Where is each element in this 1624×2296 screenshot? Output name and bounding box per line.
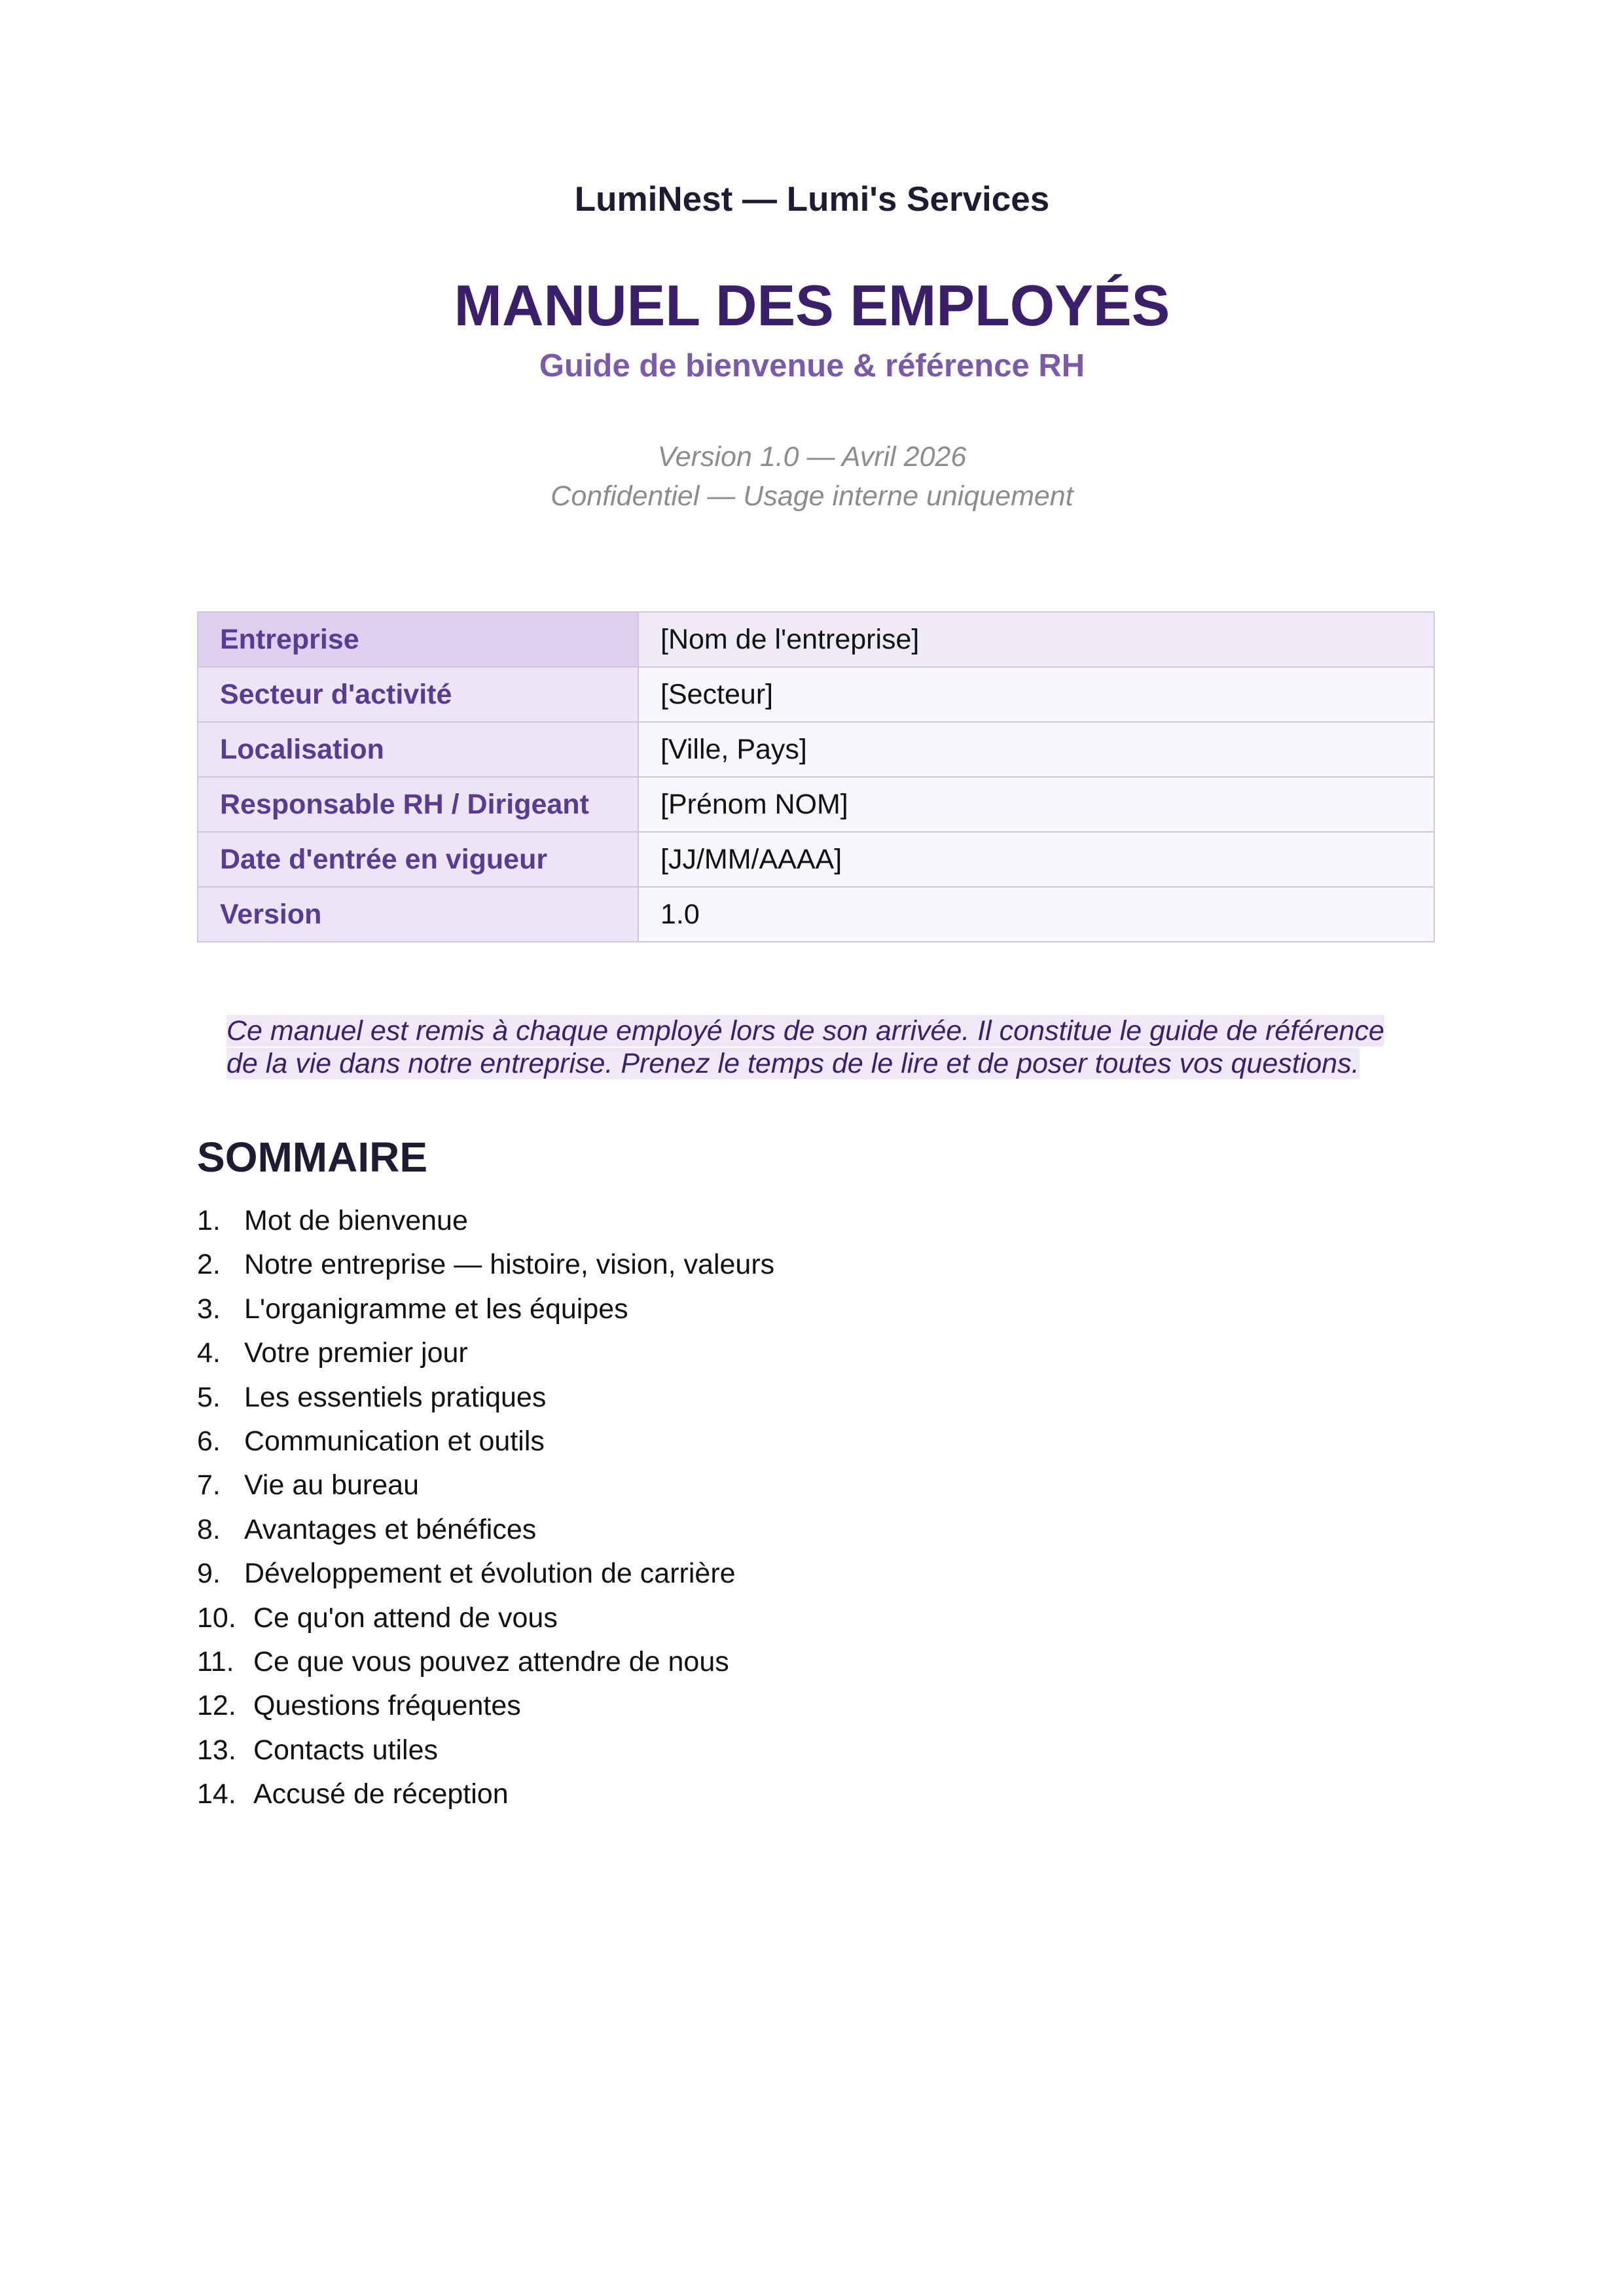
toc-label: Votre premier jour <box>244 1337 468 1369</box>
table-row <box>198 777 1434 832</box>
toc-item <box>197 1243 774 1287</box>
toc-item <box>197 1640 774 1684</box>
row-label: Responsable RH / Dirigeant <box>198 777 638 832</box>
table-row <box>198 667 1434 722</box>
toc-label: Développement et évolution de carrière <box>244 1558 736 1590</box>
confidential-line: Confidentiel — Usage interne uniquement <box>550 480 1074 512</box>
toc-label: Avantages et bénéfices <box>244 1513 537 1545</box>
toc-label: Notre entreprise — histoire, vision, valeurs <box>244 1249 775 1281</box>
toc-label: Accusé de réception <box>253 1778 509 1810</box>
table-row <box>198 612 1434 667</box>
toc-number: 12. <box>197 1690 236 1722</box>
toc-label: L'organigramme et les équipes <box>244 1293 628 1325</box>
toc-label: Questions fréquentes <box>253 1690 521 1722</box>
toc-label: Ce que vous pouvez attendre de nous <box>253 1645 729 1677</box>
brand-heading: LumiNest — Lumi's Services <box>574 180 1050 219</box>
toc-item <box>197 1684 774 1728</box>
toc-item <box>197 1420 774 1463</box>
toc-number: 13. <box>197 1734 236 1766</box>
toc-number: 6. <box>197 1425 221 1457</box>
row-value: [JJ/MM/AAAA] <box>638 832 1434 887</box>
toc-number: 2. <box>197 1249 221 1281</box>
row-value: [Prénom NOM] <box>638 777 1434 832</box>
row-value: [Secteur] <box>638 667 1434 722</box>
toc-number: 14. <box>197 1778 236 1810</box>
toc-number: 7. <box>197 1469 221 1501</box>
row-value: [Nom de l'entreprise] <box>638 612 1434 667</box>
toc-item <box>197 1199 774 1243</box>
toc-label: Les essentiels pratiques <box>244 1381 547 1413</box>
table-row <box>198 722 1434 777</box>
toc-list <box>197 1199 774 1816</box>
company-info-table <box>197 611 1435 942</box>
table-row <box>198 887 1434 942</box>
toc-item <box>197 1508 774 1552</box>
row-label: Entreprise <box>198 612 638 667</box>
toc-item <box>197 1376 774 1420</box>
row-label: Date d'entrée en vigueur <box>198 832 638 887</box>
toc-number: 4. <box>197 1337 221 1369</box>
toc-label: Communication et outils <box>244 1425 545 1457</box>
table-row <box>198 832 1434 887</box>
toc-item <box>197 1552 774 1596</box>
toc-number: 11. <box>197 1645 234 1677</box>
document-title: MANUEL DES EMPLOYÉS <box>454 273 1170 338</box>
row-value: [Ville, Pays] <box>638 722 1434 777</box>
toc-number: 1. <box>197 1205 221 1236</box>
note-line-2: de la vie dans notre entreprise. Prenez le temps de le lire et de poser toutes vos questions. <box>226 1048 1360 1079</box>
note-line-1: Ce manuel est remis à chaque employé lors de son arrivée. Il constitue le guide de référence <box>226 1015 1384 1047</box>
toc-number: 3. <box>197 1293 221 1325</box>
toc-item <box>197 1463 774 1507</box>
document-subtitle: Guide de bienvenue & référence RH <box>539 348 1085 384</box>
toc-item <box>197 1729 774 1772</box>
welcome-note <box>226 1014 1426 1080</box>
toc-item <box>197 1331 774 1375</box>
toc-heading: SOMMAIRE <box>197 1134 427 1181</box>
toc-number: 8. <box>197 1513 221 1545</box>
toc-item <box>197 1772 774 1816</box>
toc-number: 5. <box>197 1381 221 1413</box>
toc-label: Ce qu'on attend de vous <box>253 1602 558 1634</box>
toc-label: Mot de bienvenue <box>244 1205 468 1236</box>
toc-label: Contacts utiles <box>253 1734 439 1766</box>
toc-number: 10. <box>197 1602 236 1634</box>
row-label: Localisation <box>198 722 638 777</box>
toc-number: 9. <box>197 1558 221 1590</box>
toc-item <box>197 1287 774 1331</box>
toc-item <box>197 1596 774 1640</box>
row-label: Secteur d'activité <box>198 667 638 722</box>
row-label: Version <box>198 887 638 942</box>
toc-label: Vie au bureau <box>244 1469 419 1501</box>
row-value: 1.0 <box>638 887 1434 942</box>
version-line: Version 1.0 — Avril 2026 <box>657 441 967 473</box>
